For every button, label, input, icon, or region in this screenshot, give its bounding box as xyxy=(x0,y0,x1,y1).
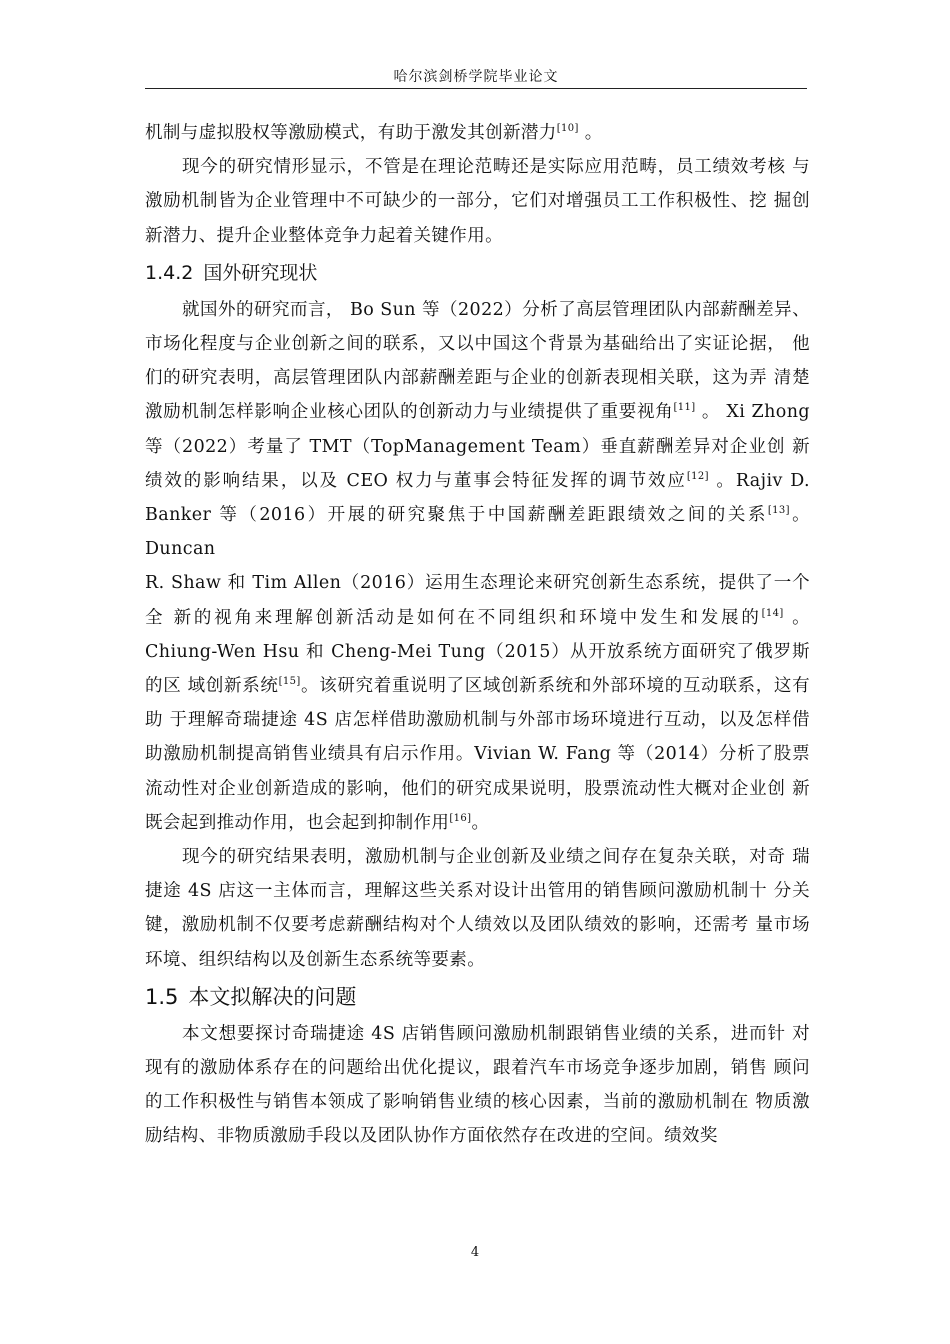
paragraph-foreign-research-continued xyxy=(145,566,810,840)
paragraph-text: 。 Xi Zhong 等（2022）考量了 TMT（TopManagement Team）垂直薪酬差异对企业创 新绩效的影响结果，以及 CEO 权力与董事会特征发挥的调节效应 xyxy=(145,402,810,491)
paragraph-text: 。Rajiv D. Banker 等（2016）开展的研究聚焦于中国薪酬差距跟绩效之间的关系 xyxy=(145,470,810,526)
section-title: 本文拟解决的问题 xyxy=(188,984,357,1009)
paragraph-text: 。 xyxy=(471,812,490,833)
section-heading-1-5 xyxy=(145,977,810,1017)
header-rule xyxy=(145,88,807,89)
citation-ref[interactable]: [14] xyxy=(761,607,784,619)
paragraph-text: 。 Chiung-Wen Hsu 和 Cheng-Mei Tung（2015）从开放系统方面研究了俄罗斯的区 域创新系统 xyxy=(145,607,810,697)
paragraph-summary-domestic: 现今的研究情形显示，不管是在理论范畴还是实际应用范畴，员工绩效考核 与激励机制皆为企业管理中不可缺少的一部分，它们对增强员工工作积极性、挖 掘创新潜力、提升企业整体竞争力起着关键作用。 xyxy=(145,157,810,246)
paragraph-text: 。该研究着重说明了区域创新系统和外部环境的互动联系，这有助 于理解奇瑞捷途 4S 店怎样借助激励机制与外部市场环境进行互动，以及怎样借 助激励机制提高销售业绩具有启示作用。Vivian W. Fang 等（2014）分析了股票 流动性对企业创新造成的影响，他们的研究成果说明，股票流动性大概对企业创 新既会起到推动作用，也会起到抑制作用 xyxy=(145,676,810,833)
paragraph-end: 。 xyxy=(578,123,603,143)
paragraph-text: 机制与虚拟股权等激励模式，有助于激发其创新潜力 xyxy=(145,123,557,143)
section-number: 1.4.2 xyxy=(145,261,194,284)
paragraph-summary-foreign: 现今的研究结果表明，激励机制与企业创新及业绩之间存在复杂关联，对奇 瑞捷途 4S 店这一主体而言，理解这些关系对设计出管用的销售顾问激励机制十 分关键，激励机制不仅要考虑薪酬结构对个人绩效以及团队绩效的影响，还需考 量市场环境、组织结构以及创新生态系统等要素。 xyxy=(145,847,810,970)
citation-ref[interactable]: [10] xyxy=(556,123,579,135)
paragraph-foreign-research xyxy=(145,293,810,567)
page-number: 4 xyxy=(470,1245,480,1260)
citation-ref[interactable]: [16] xyxy=(449,813,472,825)
body-content xyxy=(145,116,810,1154)
paragraph-text: 就国外的研究而言， Bo Sun 等（2022）分析了高层管理团队内部薪酬差异、 市场化程度与企业创新之间的联系，又以中国这个背景为基础给出了实证论据， 他们的研究表明，高层管理团队内部薪酬差距与企业的创新表现相关联，这为弄 清楚激励机制怎样影响企业核心团队的创新动力与业绩提供了重要视角 xyxy=(145,299,810,423)
citation-ref[interactable]: [11] xyxy=(673,402,696,414)
section-heading-1-4-2 xyxy=(145,253,810,293)
running-header: 哈尔滨剑桥学院毕业论文 xyxy=(393,69,559,85)
citation-ref[interactable]: [15] xyxy=(278,676,301,688)
section-number: 1.5 xyxy=(145,984,179,1009)
paragraph-problem-statement: 本文想要探讨奇瑞捷途 4S 店销售顾问激励机制跟销售业绩的关系，进而针 对现有的激励体系存在的问题给出优化提议，跟着汽车市场竞争逐步加剧，销售 顾问的工作积极性与销售本领成了影响销售业绩的核心因素，当前的激励机制在 物质激励结构、非物质激励手段以及团队协作方面依然存在改进的空间。绩效奖 xyxy=(145,1023,810,1147)
citation-ref[interactable]: [12] xyxy=(686,471,709,482)
paragraph-text: R. Shaw 和 Tim Allen（2016）运用生态理论来研究创新生态系统，提供了一个全 新的视角来理解创新活动是如何在不同组织和环境中发生和发展的 xyxy=(145,573,810,628)
paragraph-continued xyxy=(145,116,810,150)
citation-ref[interactable]: [13] xyxy=(767,505,790,517)
section-title: 国外研究现状 xyxy=(203,261,318,284)
paragraph-text: 。Duncan xyxy=(145,505,810,560)
